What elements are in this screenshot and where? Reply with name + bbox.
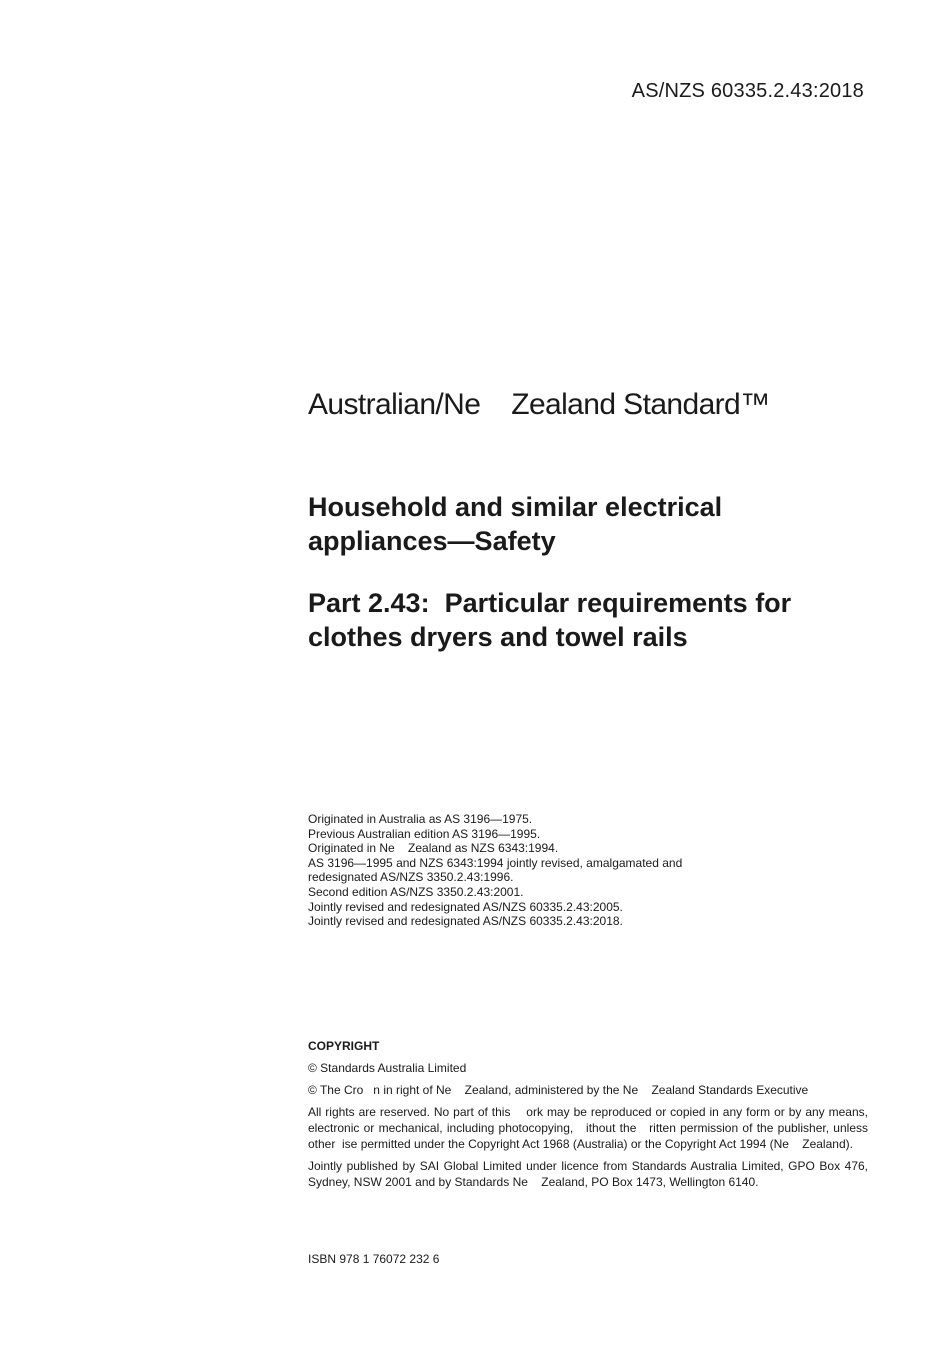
copyright-line-standards-australia: © Standards Australia Limited — [308, 1061, 467, 1075]
document-number: AS/NZS 60335.2.43:2018 — [631, 80, 864, 102]
history-line: AS 3196—1995 and NZS 6343:1994 jointly revised, amalgamated and — [308, 855, 683, 870]
copyright-heading: COPYRIGHT — [308, 1039, 380, 1053]
series-title: Australian/Ne Zealand Standard™ — [308, 388, 770, 421]
isbn: ISBN 978 1 76072 232 6 — [308, 1252, 440, 1266]
main-title: Household and similar electrical appliances—Safety — [308, 492, 723, 556]
part-title: Part 2.43: Particular requirements for clothes dryers and towel rails — [308, 588, 799, 652]
copyright-section — [308, 1038, 872, 1196]
history-line: Originated in Australia as AS 3196—1975. — [308, 812, 533, 826]
publisher-paragraph: Jointly published by SAI Global Limited under licence from Standards Australia Limited, GPO Box 476, Sydney, NSW 2001 and by Standards Ne Zealand, PO Box 1473, Wellington 6140. — [308, 1159, 872, 1189]
edition-history — [308, 812, 868, 929]
history-line: redesignated AS/NZS 3350.2.43:1996. — [308, 870, 514, 885]
history-line: Second edition AS/NZS 3350.2.43:2001. — [308, 884, 524, 899]
history-line: Jointly revised and redesignated AS/NZS 60335.2.43:2005. — [308, 899, 623, 914]
history-line: Originated in Ne Zealand as NZS 6343:1994. — [308, 841, 559, 856]
history-line: Previous Australian edition AS 3196—1995. — [308, 826, 541, 841]
history-line: Jointly revised and redesignated AS/NZS 60335.2.43:2018. — [308, 914, 623, 929]
copyright-line-crown-nz: © The Cro n in right of Ne Zealand, administered by the Ne Zealand Standards Executive — [308, 1083, 809, 1097]
rights-reserved-paragraph: All rights are reserved. No part of this ork may be reproduced or copied in any form or by any means, electronic or mechanical, including photocopying, ithout the ritten permission of the publisher, unless other ise permitted under the Copyright Act 1968 (Australia) or the Copyright Act 1994 (Ne Zealand). — [308, 1105, 872, 1151]
